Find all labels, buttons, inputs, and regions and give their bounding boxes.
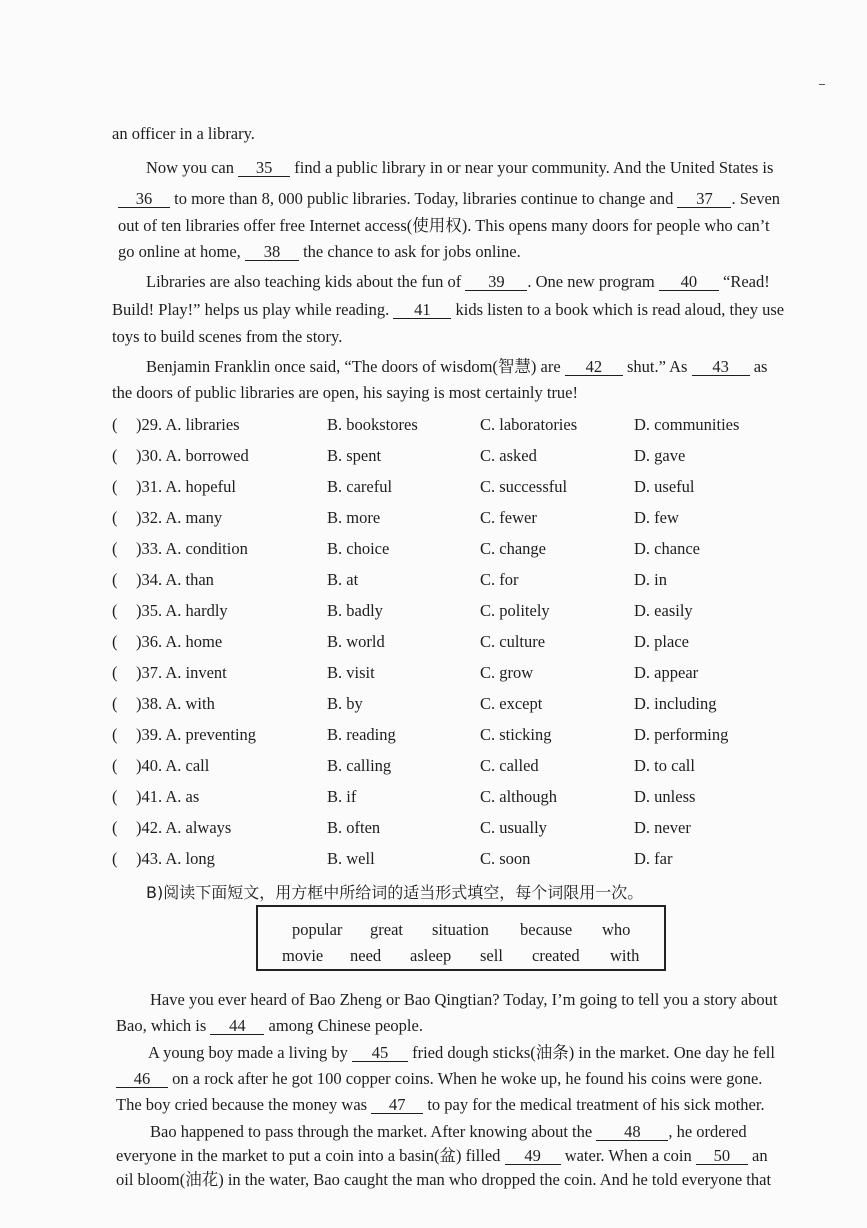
passage-line: A young boy made a living by 45 fried dough sticks(油条) in the market. One day he fell	[148, 1043, 775, 1062]
question-row	[112, 600, 852, 622]
answer-paren[interactable]: (	[112, 818, 118, 837]
passage-line: oil bloom(油花) in the water, Bao caught the man who dropped the coin. And he told everyone that	[116, 1170, 772, 1189]
option-d: D. few	[634, 508, 679, 527]
blank-36: 36	[118, 191, 170, 208]
word-need: need	[350, 946, 382, 965]
passage-line: Bao, which is 44 among Chinese people.	[116, 1016, 423, 1035]
option-a: )43. A. long	[136, 849, 215, 868]
option-c: C. politely	[480, 601, 550, 620]
word-box	[256, 905, 666, 971]
option-c: C. called	[480, 756, 539, 775]
passage-line: an officer in a library.	[112, 124, 255, 143]
option-b: B. spent	[327, 446, 382, 465]
option-d: D. place	[634, 632, 689, 651]
option-d: D. easily	[634, 601, 693, 620]
option-c: C. usually	[480, 818, 547, 837]
passage-line: Bao happened to pass through the market. After knowing about the 48 , he ordered	[150, 1122, 747, 1141]
passage-line: out of ten libraries offer free Internet access(使用权). This opens many doors for people who can’t	[118, 216, 770, 235]
option-b: B. if	[327, 787, 357, 806]
answer-paren[interactable]: (	[112, 632, 118, 651]
passage-line: 36 to more than 8, 000 public libraries. Today, libraries continue to change and 37 . Seven	[118, 189, 780, 209]
passage-line: The boy cried because the money was 47 to pay for the medical treatment of his sick mother.	[116, 1095, 765, 1114]
option-a: )39. A. preventing	[136, 725, 257, 744]
answer-paren[interactable]: (	[112, 477, 118, 496]
word-created: created	[532, 946, 580, 965]
answer-paren[interactable]: (	[112, 601, 118, 620]
blank-39: 39	[465, 274, 527, 291]
option-b: B. at	[327, 570, 359, 589]
option-d: D. communities	[634, 415, 740, 434]
answer-paren[interactable]: (	[112, 725, 118, 744]
blank-48: 48	[596, 1124, 668, 1141]
question-row	[112, 662, 852, 684]
option-c: C. for	[480, 570, 519, 589]
option-a: )38. A. with	[136, 694, 215, 713]
option-d: D. useful	[634, 477, 695, 496]
passage-line: everyone in the market to put a coin into a basin(盆) filled 49 water. When a coin 50 an	[116, 1146, 768, 1165]
answer-paren[interactable]: (	[112, 663, 118, 682]
question-row	[112, 631, 852, 653]
option-b: B. more	[327, 508, 381, 527]
answer-paren[interactable]: (	[112, 446, 118, 465]
passage-line: 46 on a rock after he got 100 copper coins. When he woke up, he found his coins were gone.	[116, 1069, 762, 1089]
word-box-row	[258, 946, 664, 970]
section-b-instruction: B)阅读下面短文，用方框中所给词的适当形式填空，每个词限用一次。	[146, 883, 644, 902]
question-row	[112, 445, 852, 467]
word-with: with	[610, 946, 640, 965]
option-b: B. calling	[327, 756, 392, 775]
word-great: great	[370, 920, 403, 939]
option-d: D. unless	[634, 787, 696, 806]
passage-line: toys to build scenes from the story.	[112, 327, 343, 346]
word-sell: sell	[480, 946, 503, 965]
blank-44: 44	[210, 1018, 264, 1035]
word-situation: situation	[432, 920, 489, 939]
option-d: D. performing	[634, 725, 729, 744]
answer-paren[interactable]: (	[112, 849, 118, 868]
question-row	[112, 693, 852, 715]
option-a: )36. A. home	[136, 632, 223, 651]
option-c: C. successful	[480, 477, 568, 496]
option-c: C. sticking	[480, 725, 552, 744]
answer-paren[interactable]: (	[112, 508, 118, 527]
blank-46: 46	[116, 1071, 168, 1088]
option-d: D. in	[634, 570, 667, 589]
margin-mark	[819, 84, 825, 85]
option-b: B. often	[327, 818, 381, 837]
option-d: D. chance	[634, 539, 700, 558]
option-c: C. laboratories	[480, 415, 578, 434]
option-d: D. far	[634, 849, 673, 868]
word-movie: movie	[282, 946, 324, 965]
passage-line: Build! Play!” helps us play while reading. 41 kids listen to a book which is read aloud, they use	[112, 300, 785, 319]
blank-50: 50	[696, 1148, 748, 1165]
option-c: C. soon	[480, 849, 531, 868]
answer-paren[interactable]: (	[112, 539, 118, 558]
option-b: B. choice	[327, 539, 390, 558]
question-row	[112, 724, 852, 746]
passage-line: Benjamin Franklin once said, “The doors of wisdom(智慧) are 42 shut.” As 43 as	[146, 357, 768, 376]
blank-35: 35	[238, 160, 290, 177]
answer-paren[interactable]: (	[112, 787, 118, 806]
answer-paren[interactable]: (	[112, 415, 118, 434]
option-a: )40. A. call	[136, 756, 210, 775]
answer-paren[interactable]: (	[112, 756, 118, 775]
blank-37: 37	[677, 191, 731, 208]
passage-line: go online at home, 38 the chance to ask for jobs online.	[118, 242, 521, 261]
option-a: )32. A. many	[136, 508, 223, 527]
option-c: C. grow	[480, 663, 534, 682]
option-b: B. by	[327, 694, 363, 713]
option-a: )37. A. invent	[136, 663, 227, 682]
passage-line: the doors of public libraries are open, his saying is most certainly true!	[112, 383, 579, 402]
option-d: D. never	[634, 818, 691, 837]
passage-line: Now you can 35 find a public library in or near your community. And the United States is	[146, 158, 774, 177]
blank-47: 47	[371, 1097, 423, 1114]
option-b: B. well	[327, 849, 375, 868]
option-a: )35. A. hardly	[136, 601, 228, 620]
question-row	[112, 786, 852, 808]
option-c: C. culture	[480, 632, 546, 651]
option-d: D. including	[634, 694, 717, 713]
question-row	[112, 476, 852, 498]
blank-45: 45	[352, 1045, 408, 1062]
blank-41: 41	[393, 302, 451, 319]
option-d: D. appear	[634, 663, 699, 682]
passage-line: Libraries are also teaching kids about the fun of 39 . One new program 40 “Read!	[146, 272, 770, 291]
option-a: )34. A. than	[136, 570, 214, 589]
option-a: )31. A. hopeful	[136, 477, 236, 496]
answer-paren[interactable]: (	[112, 694, 118, 713]
option-c: C. fewer	[480, 508, 537, 527]
option-d: D. to call	[634, 756, 695, 775]
option-b: B. badly	[327, 601, 383, 620]
question-row	[112, 755, 852, 777]
blank-40: 40	[659, 274, 719, 291]
word-who: who	[602, 920, 631, 939]
option-a: )29. A. libraries	[136, 415, 240, 434]
question-row	[112, 817, 852, 839]
word-popular: popular	[292, 920, 343, 939]
option-c: C. except	[480, 694, 543, 713]
blank-43: 43	[692, 359, 750, 376]
question-row	[112, 538, 852, 560]
option-c: C. asked	[480, 446, 537, 465]
option-a: )41. A. as	[136, 787, 200, 806]
question-row	[112, 507, 852, 529]
answer-paren[interactable]: (	[112, 570, 118, 589]
word-asleep: asleep	[410, 946, 452, 965]
option-b: B. visit	[327, 663, 375, 682]
question-row	[112, 569, 852, 591]
option-b: B. world	[327, 632, 385, 651]
passage-line: Have you ever heard of Bao Zheng or Bao Qingtian? Today, I’m going to tell you a story about	[150, 990, 778, 1009]
option-b: B. reading	[327, 725, 396, 744]
question-row	[112, 414, 852, 436]
option-a: )33. A. condition	[136, 539, 248, 558]
word-because: because	[520, 920, 573, 939]
word-box-row	[258, 920, 664, 944]
blank-49: 49	[505, 1148, 561, 1165]
option-a: )42. A. always	[136, 818, 232, 837]
option-d: D. gave	[634, 446, 686, 465]
option-c: C. although	[480, 787, 557, 806]
option-c: C. change	[480, 539, 546, 558]
option-a: )30. A. borrowed	[136, 446, 249, 465]
blank-42: 42	[565, 359, 623, 376]
option-b: B. bookstores	[327, 415, 418, 434]
option-b: B. careful	[327, 477, 393, 496]
question-row	[112, 848, 852, 870]
blank-38: 38	[245, 244, 299, 261]
